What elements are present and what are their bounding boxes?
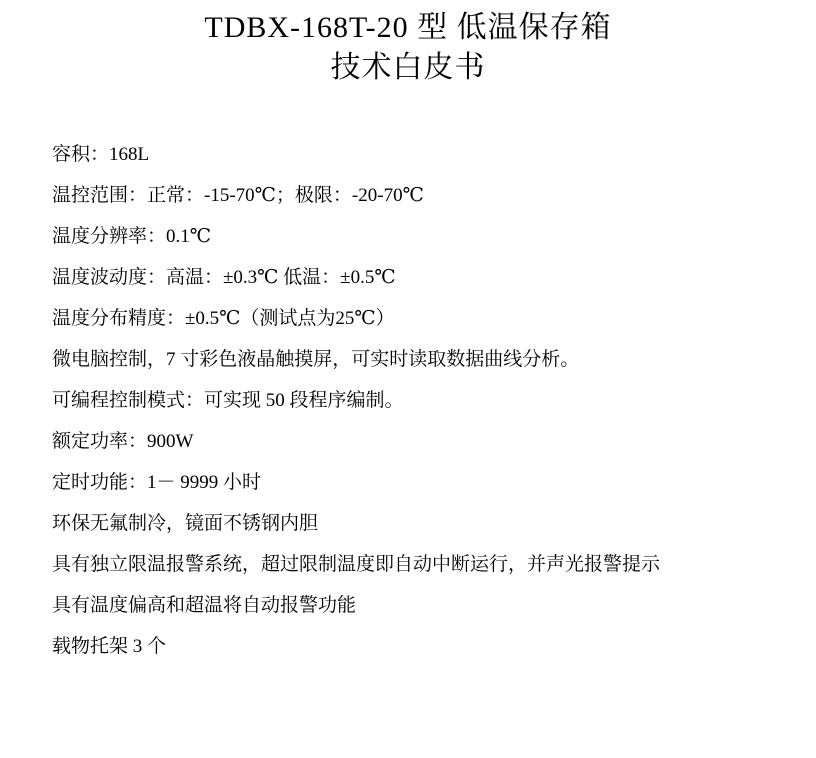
spec-line-controller: 微电脑控制，7 寸彩色液晶触摸屏，可实时读取数据曲线分析。	[52, 349, 580, 370]
spec-line-timer: 定时功能：1－ 9999 小时	[52, 472, 262, 493]
title-line-1: TDBX-168T-20 型 低温保存箱	[204, 11, 612, 44]
title-line-2: 技术白皮书	[330, 51, 486, 84]
spec-line-program-mode: 可编程控制模式：可实现 50 段程序编制。	[52, 390, 404, 411]
spec-line-rated-power: 额定功率：900W	[52, 431, 194, 452]
spec-line-over-temp-alarm: 具有温度偏高和超温将自动报警功能	[52, 595, 357, 616]
spec-line-shelves: 载物托架 3 个	[52, 636, 167, 657]
spec-line-temp-range: 温控范围：正常：-15-70℃；极限：-20-70℃	[52, 185, 424, 206]
document-title	[0, 0, 816, 88]
spec-line-volume: 容积：168L	[52, 144, 150, 165]
spec-line-temp-resolution: 温度分辨率：0.1℃	[52, 226, 212, 247]
spec-line-temp-uniformity: 温度分布精度：±0.5℃（测试点为25℃）	[52, 308, 395, 329]
spec-line-refrigerant: 环保无氟制冷，镜面不锈钢内胆	[52, 513, 319, 534]
spec-line-alarm-system: 具有独立限温报警系统，超过限制温度即自动中断运行，并声光报警提示	[52, 554, 661, 575]
spec-line-temp-fluctuation: 温度波动度：高温：±0.3℃ 低温：±0.5℃	[52, 267, 396, 288]
specification-list	[0, 134, 816, 667]
